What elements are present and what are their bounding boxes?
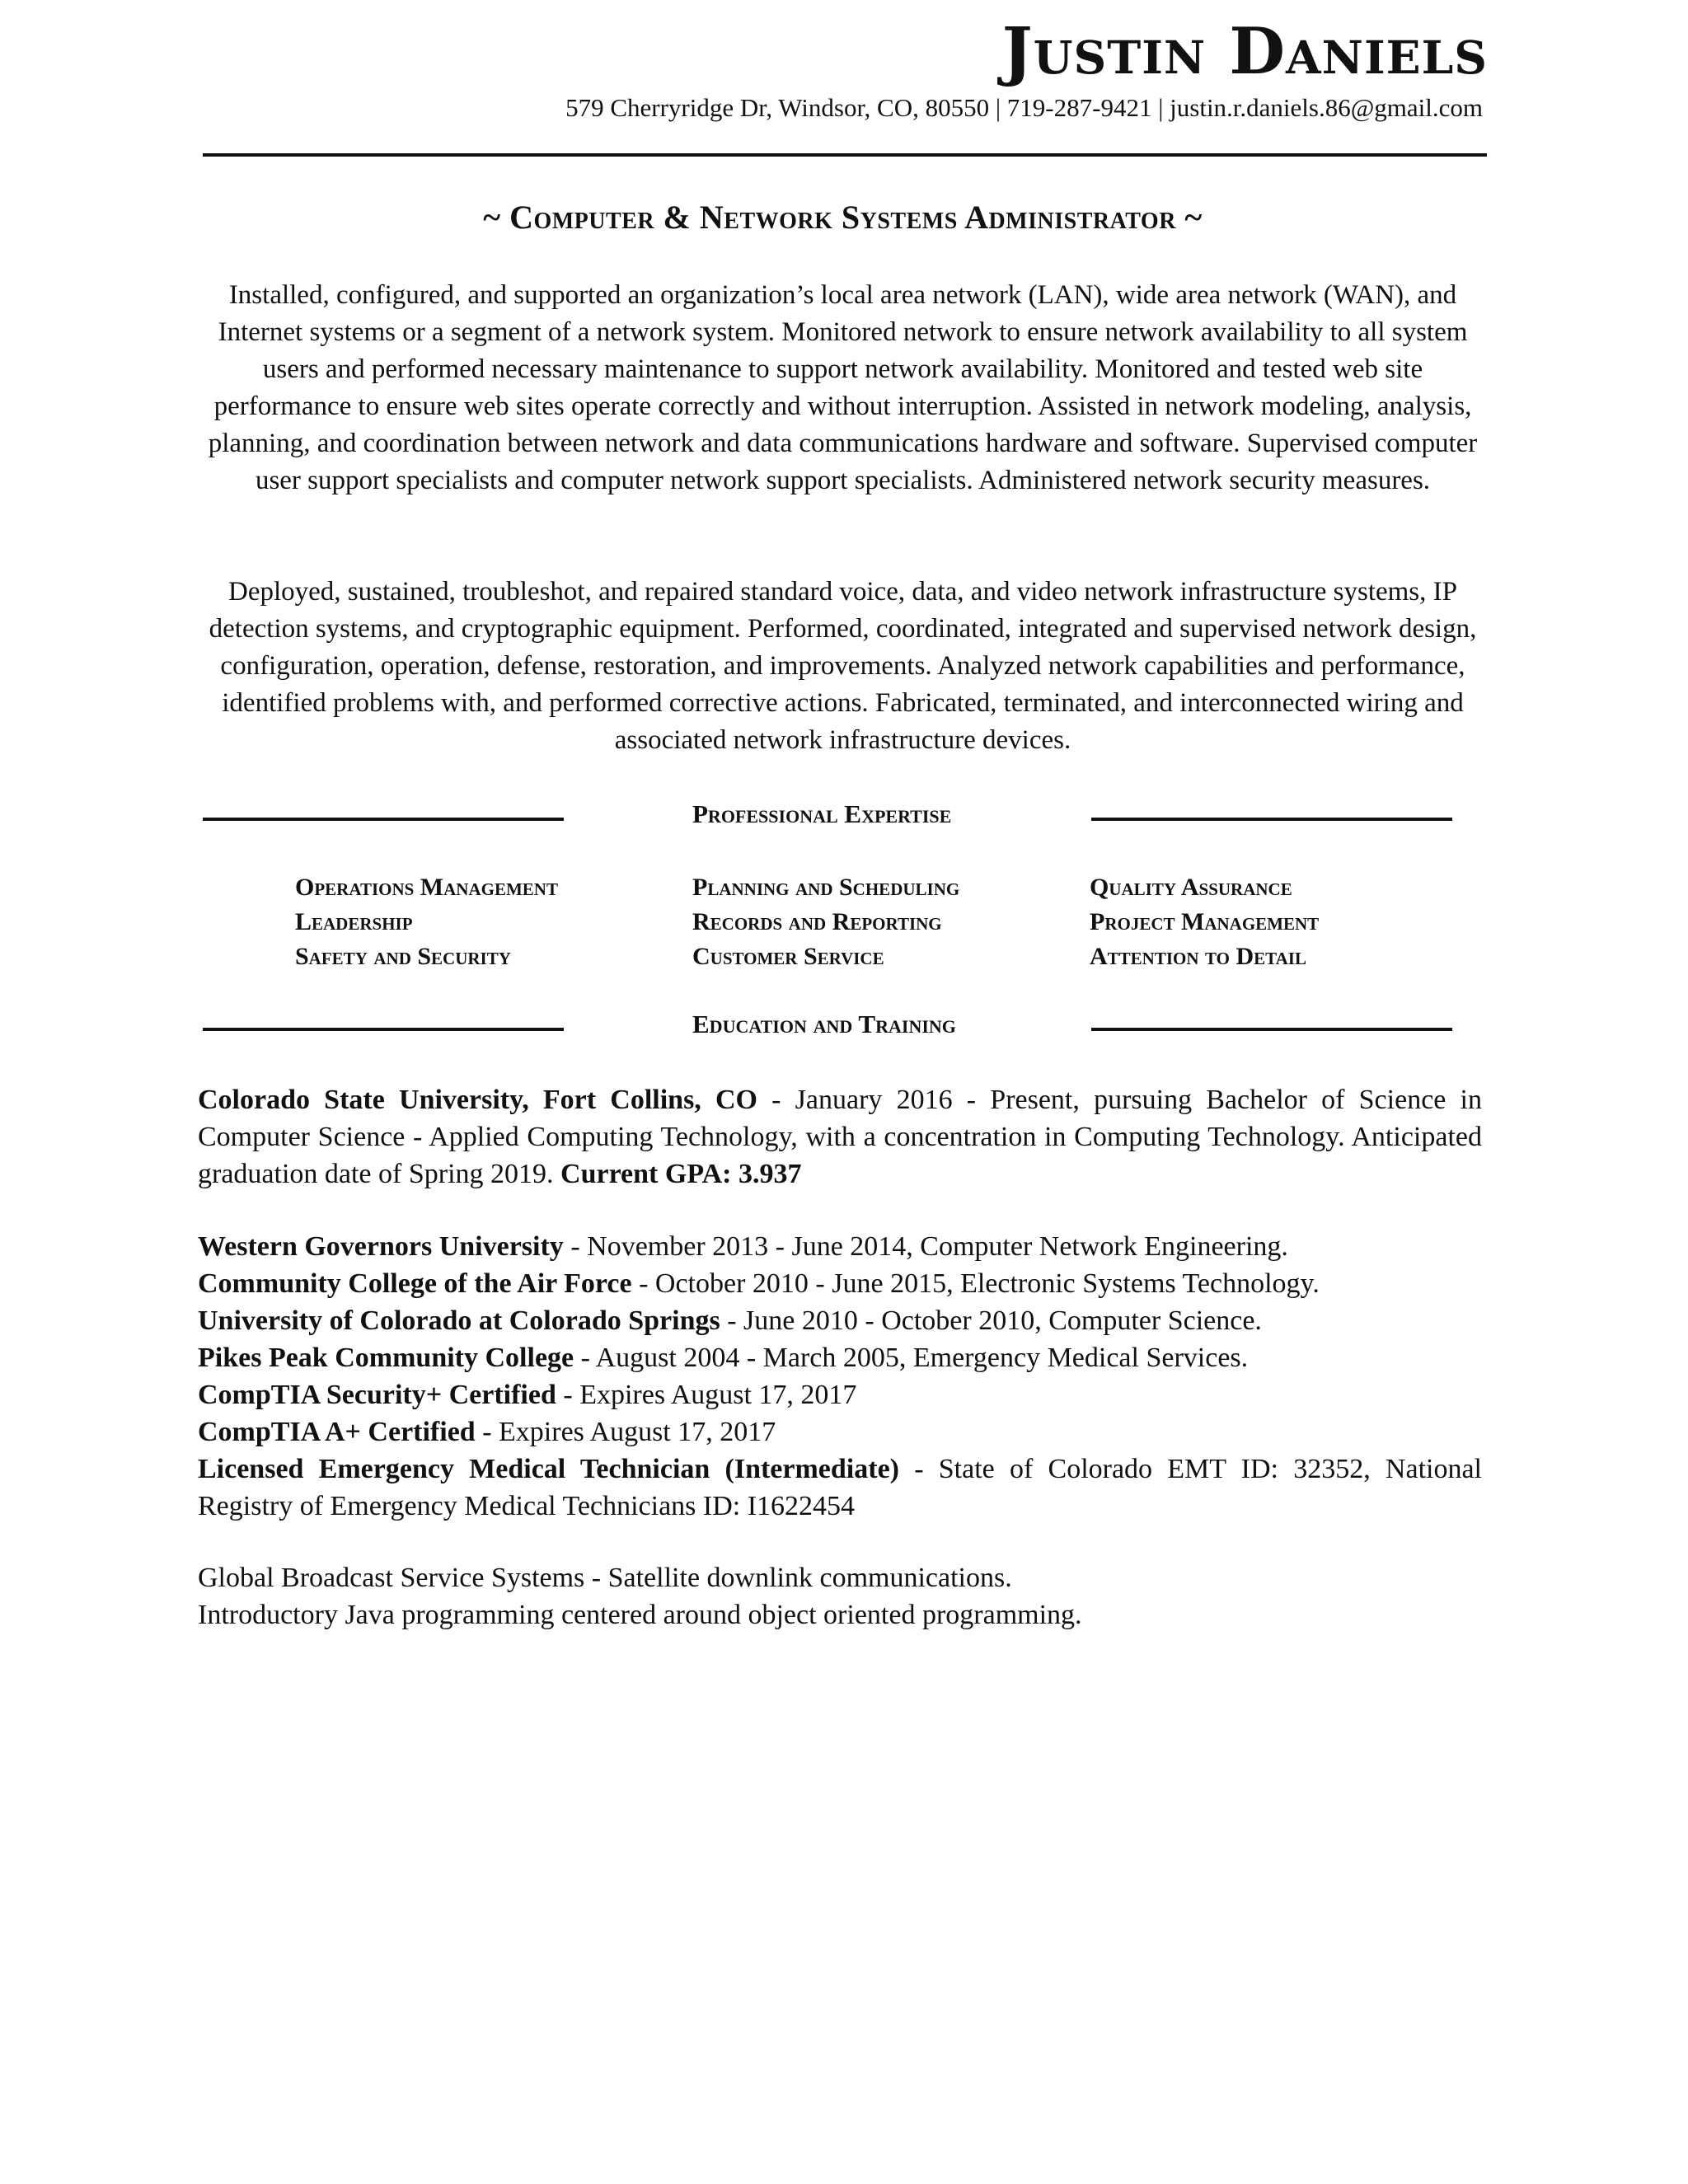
entry-name: University of Colorado at Colorado Springs (198, 1305, 720, 1336)
training-item: Global Broadcast Service Systems - Satellite downlink communications. (198, 1563, 1012, 1593)
entry-name: Western Governors University (198, 1231, 564, 1262)
skill-item: Safety and Security (295, 943, 511, 970)
entry-detail: - Expires August 17, 2017 (475, 1417, 776, 1447)
section-rule-right (1091, 1028, 1452, 1031)
education-primary-entry (198, 1081, 1482, 1193)
skills-column (295, 870, 558, 974)
header-divider (203, 153, 1487, 157)
entry-name: CompTIA A+ Certified (198, 1417, 476, 1447)
candidate-name: Justin Daniels (1001, 14, 1488, 89)
job-title-headline: ~ Computer & Network Systems Administrator ~ (483, 199, 1203, 236)
certification-entry (198, 1376, 1482, 1413)
skills-column (1090, 870, 1319, 974)
summary-paragraph-2 (198, 574, 1488, 759)
skill-item: Quality Assurance (1090, 874, 1292, 901)
entry-detail: - State of Colorado EMT ID: 32352, National Registry of Emergency Medical Technicians ID: I1622454 (198, 1454, 1482, 1521)
skill-item: Project Management (1090, 908, 1320, 935)
entry-detail: - November 2013 - June 2014, Computer Network Engineering. (563, 1231, 1288, 1262)
section-rule-right (1091, 818, 1452, 821)
expertise-section-title: Professional Expertise (692, 799, 952, 828)
skill-item: Operations Management (295, 874, 558, 901)
skill-item: Attention to Detail (1090, 943, 1306, 970)
entry-detail: - Expires August 17, 2017 (556, 1380, 857, 1410)
school-name: Colorado State University, Fort Collins, CO (198, 1085, 757, 1115)
skill-item: Leadership (295, 908, 413, 935)
skill-item: Customer Service (692, 943, 884, 970)
contact-info: 579 Cherryridge Dr, Windsor, CO, 80550 | 719-287-9421 | justin.r.daniels.86@gmail.com (565, 93, 1483, 122)
entry-name: CompTIA Security+ Certified (198, 1380, 556, 1410)
summary-text-1: Installed, configured, and supported an organization’s local area network (LAN), wide area network (WAN), and Internet systems or a segment of a network system. Monitored network to ensure network availability to all system users and performed necessary maintenance to support network availability. Monitored and tested web site performance to ensure web sites operate correctly and without interruption. Assisted in network modeling, analysis, planning, and coordination between network and data communications hardware and software. Supervised computer user support specialists and computer network support specialists. Administered network security measures. (208, 280, 1478, 495)
summary-text-2: Deployed, sustained, troubleshot, and repaired standard voice, data, and video network infrastructure systems, IP detection systems, and cryptographic equipment. Performed, coordinated, integrated and supervised network design, configuration, operation, defense, restoration, and improvements. Analyzed network capabilities and performance, identified problems with, and performed corrective actions. Fabricated, terminated, and interconnected wiring and associated network infrastructure devices. (209, 577, 1477, 755)
education-entry (198, 1302, 1482, 1339)
license-entry (198, 1451, 1482, 1525)
education-entry (198, 1265, 1482, 1302)
training-list (198, 1559, 1482, 1633)
entry-detail: - August 2004 - March 2005, Emergency Medical Services. (574, 1343, 1249, 1373)
section-rule-left (203, 818, 564, 821)
resume-page (198, 0, 1488, 2184)
entry-detail: - June 2010 - October 2010, Computer Science. (720, 1305, 1262, 1336)
skill-item: Records and Reporting (692, 908, 942, 935)
expertise-section-header (198, 799, 1488, 832)
skill-item: Planning and Scheduling (692, 874, 960, 901)
entry-name: Pikes Peak Community College (198, 1343, 574, 1373)
section-rule-left (203, 1028, 564, 1031)
certification-entry (198, 1413, 1482, 1451)
skills-column (692, 870, 959, 974)
entry-detail: - October 2010 - June 2015, Electronic Systems Technology. (631, 1268, 1320, 1299)
entry-name: Licensed Emergency Medical Technician (Intermediate) (198, 1454, 899, 1484)
gpa: Current GPA: 3.937 (560, 1159, 802, 1189)
education-list (198, 1228, 1482, 1525)
summary-paragraph-1 (198, 277, 1488, 499)
school-detail: - January 2016 - Present, pursuing Bachelor of Science in Computer Science - Applied Computing Technology, with a concentration in Computing Technology. Anticipated graduation date of Spring 2019. (198, 1085, 1482, 1189)
education-entry (198, 1339, 1482, 1376)
entry-name: Community College of the Air Force (198, 1268, 632, 1299)
training-item: Introductory Java programming centered around object oriented programming. (198, 1600, 1082, 1630)
education-section-header (198, 1010, 1488, 1043)
education-entry (198, 1228, 1482, 1265)
education-section-title: Education and Training (692, 1010, 956, 1038)
